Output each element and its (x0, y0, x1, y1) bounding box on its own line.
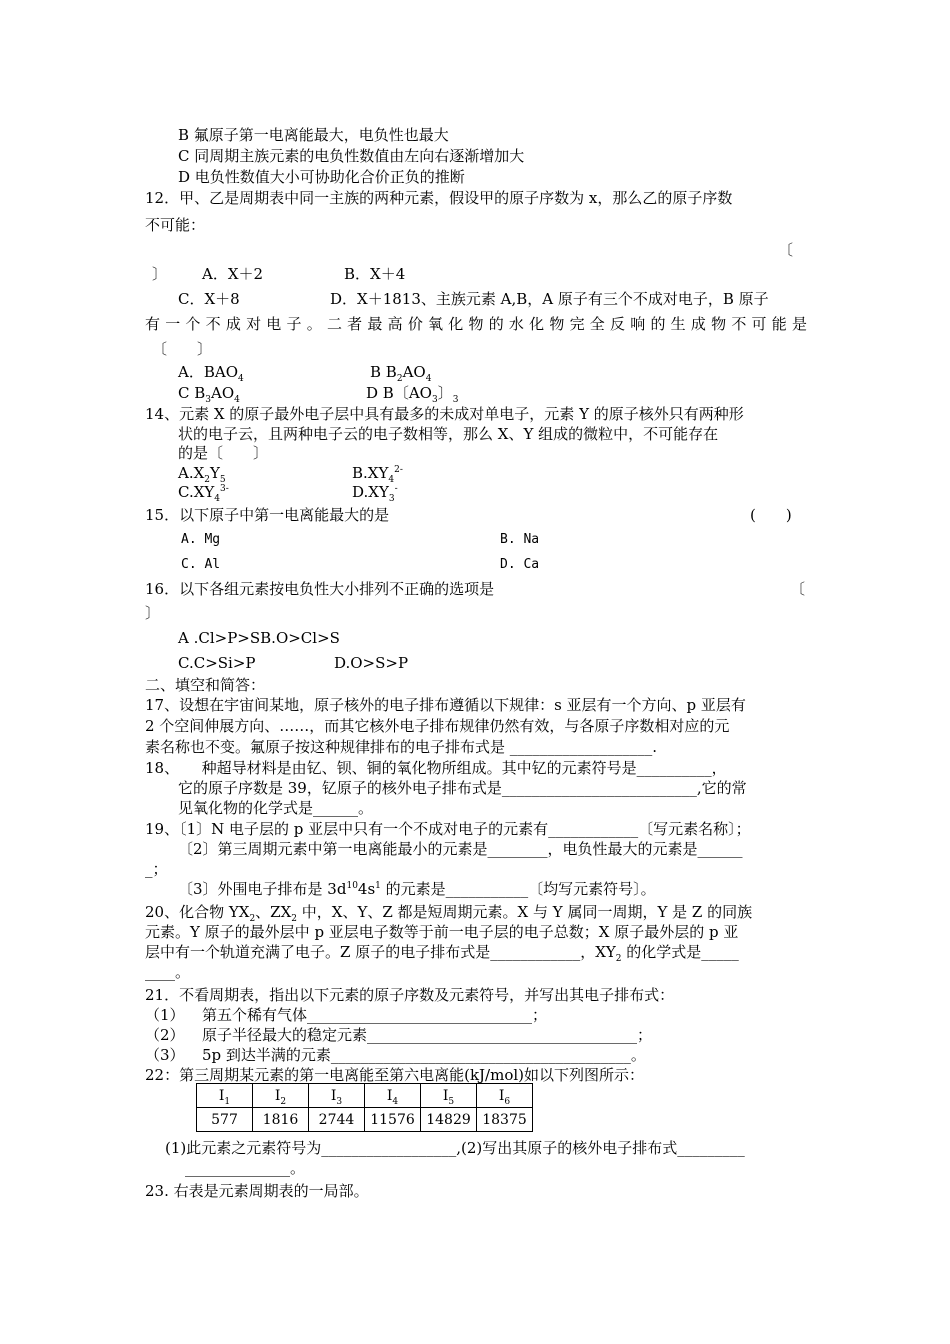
q13-option-c: C $B_3AO_4$ (178, 384, 240, 405)
q21-item2-number: （2） (145, 1026, 185, 1044)
q14-option-d: $D.XY_3^-$ (352, 483, 398, 504)
table-cell: 14829 (421, 1108, 477, 1132)
q17-line2: 2 个空间伸展方向、……，而其它核外电子排布规律仍然有效，与各原子序数相对应的元 (145, 717, 730, 735)
table-row (197, 1108, 533, 1132)
q12-option-b: B．X＋4 (344, 265, 406, 283)
q12-option-d: D．X＋1813、主族元素 A,B，A 原子有三个不成对电子，B 原子 (330, 290, 769, 308)
q15-option-b: B. Na (500, 532, 540, 547)
table-header-cell: $I_2$ (253, 1084, 309, 1108)
q22-answer-line1: (1)此元素之元素符号为__________________,(2)写出其原子的核外电子排布式_________ (165, 1139, 745, 1157)
table-cell: 577 (197, 1108, 253, 1132)
q21-item1: 第五个稀有气体______________________________； (202, 1006, 548, 1024)
table-header-row (197, 1084, 533, 1108)
table-header-cell: $I_3$ (309, 1084, 365, 1108)
q21-item3-number: （3） (145, 1046, 185, 1064)
q19-line4: 〔3〕外围电子排布是 $3d^{10}4s^1$ 的元素是___________〔均写元素符号〕。 (178, 880, 656, 898)
table-cell: 2744 (309, 1108, 365, 1132)
q20-line4: ____。 (145, 963, 191, 981)
q17-line3: 素名称也不变。氟原子按这种规律排布的电子排布式是 ___________________. (145, 738, 658, 756)
table-cell: 11576 (365, 1108, 421, 1132)
q14-stem-line1: 14、元素 X 的原子最外电子层中具有最多的未成对单电子，元素 Y 的原子核外只有两种形 (145, 405, 744, 423)
q16-paren-close: 〕 (145, 604, 161, 622)
q11-option-b: B 氟原子第一电离能最大，电负性也最大 (178, 126, 449, 144)
table-cell: 1816 (253, 1108, 309, 1132)
q12-stem-line1: 12．甲、乙是周期表中同一主族的两种元素，假设甲的原子序数为 x，那么乙的原子序数 (145, 189, 733, 207)
q13-stem-line1: 13、主族元素 A,B，A 原子有三个不成对电子，B 原子 (401, 290, 769, 308)
q15-option-d: D. Ca (500, 557, 540, 572)
q13-stem-line2: 有一个不成对电子。二者最高价氧化物的水化物完全反响的生成物不可能是 (145, 315, 807, 333)
q15-option-a: A. Mg (181, 532, 221, 547)
q21-item2: 原子半径最大的稳定元素____________________________________； (202, 1026, 653, 1044)
section-heading: 二、填空和简答： (145, 676, 266, 694)
q18-line1: 18、 种超导材料是由钇、钡、铜的氧化物所组成。其中钇的元素符号是__________， (145, 759, 727, 777)
q11-option-d: D 电负性数值大小可协助化合价正负的推断 (178, 168, 465, 186)
q20-line3: 层中有一个轨道充满了电子。Z 原子的电子排布式是____________，$XY_2$ 的化学式是_____ (145, 943, 739, 964)
q19-line3: _； (145, 860, 168, 878)
q19-line2: 〔2〕第三周期元素中第一电离能最小的元素是________，电负性最大的元素是______ (178, 840, 743, 858)
q14-option-c: $C.XY_4^{3-}$ (178, 483, 229, 504)
q19-line1: 19、〔1〕N 电子层的 p 亚层中只有一个不成对电子的元素有____________〔写元素名称〕； (145, 820, 751, 838)
q15-paren: ( ) (750, 506, 792, 524)
q17-line1: 17、设想在宇宙间某地，原子核外的电子排布遵循以下规律：s 亚层有一个方向、p 亚层有 (145, 696, 746, 714)
q14-option-b: $B.XY_4^{2-}$ (352, 464, 403, 485)
q16-option-ab: A .Cl>P>SB.O>Cl>S (178, 629, 340, 647)
q16-stem: 16．以下各组元素按电负性大小排列不正确的选项是 (145, 580, 495, 598)
q21-item1-number: （1） (145, 1006, 185, 1024)
q16-paren-open: 〔 (790, 580, 806, 598)
q16-option-d: D.O>S>P (334, 654, 409, 672)
q12-option-c: C．X＋8 (178, 290, 240, 308)
q18-line3: 见氧化物的化学式是______。 (178, 799, 374, 817)
table-header-cell: $I_4$ (365, 1084, 421, 1108)
q18-line2: 它的原子序数是 39，钇原子的核外电子排布式是__________________________,它的常 (178, 779, 747, 797)
q14-stem-line2: 状的电子云，且两种电子云的电子数相等，那么 X、Y 组成的微粒中，不可能存在 (178, 425, 719, 443)
q22-stem: 22：第三周期某元素的第一电离能至第六电离能(kJ/mol)如以下列图所示： (145, 1066, 645, 1084)
q13-option-d: D B〔$AO_3$〕$_3$ (366, 384, 459, 405)
q21-item3: 5p 到达半满的元素________________________________________。 (202, 1046, 646, 1064)
q14-stem-line3: 的是〔 〕 (178, 444, 269, 462)
q12-paren-open: 〔 (778, 241, 794, 259)
table-header-cell: $I_6$ (477, 1084, 533, 1108)
q11-option-c: C 同周期主族元素的电负性数值由左向右逐渐增加大 (178, 147, 525, 165)
q20-line2: 元素。Y 原子的最外层中 p 亚层电子数等于前一电子层的电子总数；X 原子最外层的 p 亚 (145, 923, 739, 941)
q13-option-a: A．$BAO_4$ (178, 363, 244, 384)
q21-stem: 21．不看周期表，指出以下元素的原子序数及元素符号，并写出其电子排布式： (145, 986, 675, 1004)
q16-option-c: C.C>Si>P (178, 654, 256, 672)
q13-option-b: B $B_2AO_4$ (370, 363, 432, 384)
ionization-energy-table (196, 1083, 533, 1132)
q20-line1: 20、化合物 $YX_2$、$ZX_2$ 中，X、Y、Z 都是短周期元素。X 与 Y 属同一周期，Y 是 Z 的同族 (145, 903, 753, 924)
q13-paren: 〔 〕 (152, 340, 213, 358)
q14-option-a: $A.X_2Y_5$ (178, 464, 226, 485)
q23-stem: 23. 右表是元素周期表的一局部。 (145, 1182, 369, 1200)
q15-option-c: C. Al (181, 557, 221, 572)
table-header-cell: $I_1$ (197, 1084, 253, 1108)
table-cell: 18375 (477, 1108, 533, 1132)
q22-answer-line2: ______________。 (185, 1159, 306, 1177)
q12-paren-close: 〕 (152, 265, 168, 283)
q15-stem: 15．以下原子中第一电离能最大的是 (145, 506, 390, 524)
table-header-cell: $I_5$ (421, 1084, 477, 1108)
q12-option-a: A．X＋2 (202, 265, 264, 283)
q12-stem-line2: 不可能： (145, 216, 206, 234)
